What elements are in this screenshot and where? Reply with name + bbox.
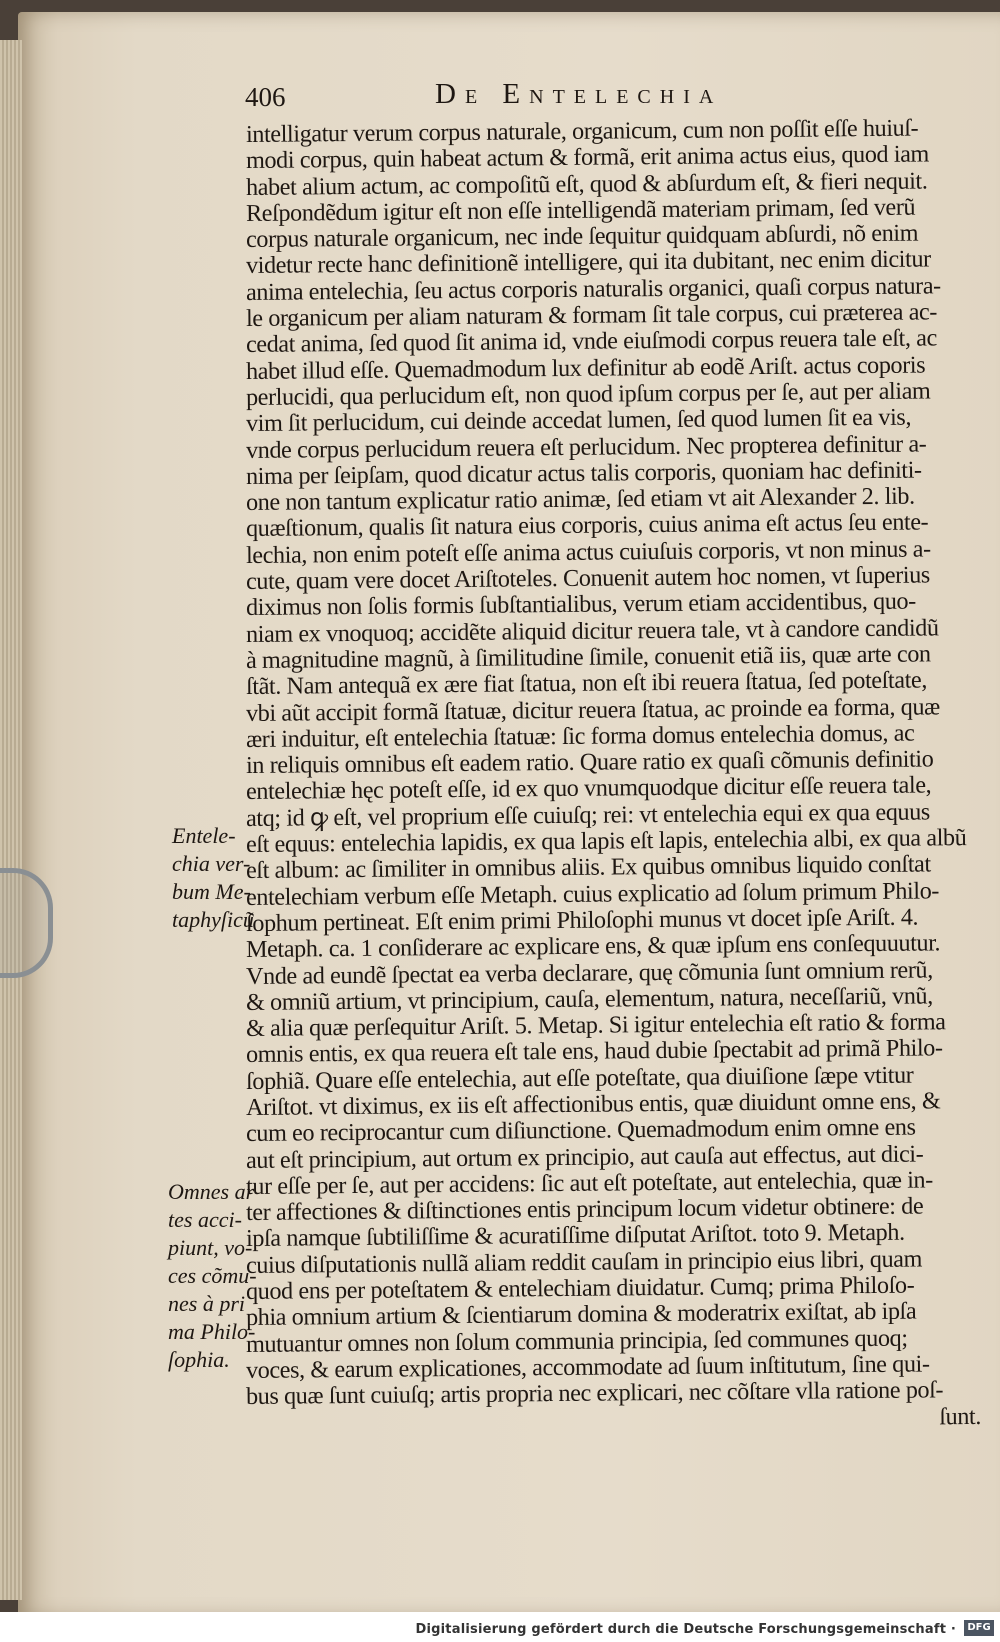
text-line: & alia quæ perſequitur Ariſt. 5. Metap. Si igitur entelechia eſt ratio & forma	[245, 1008, 946, 1043]
text-line: vnde corpus perlucidum reuera eſt perlucidum. Nec propterea definitur a-	[245, 430, 927, 464]
text-line: modi corpus, quin habeat actum & formã, erit anima actus eius, quod iam	[245, 140, 930, 175]
marginal-note-line: nes à pri	[168, 1291, 245, 1316]
text-line: ipſa namque ſubtiliſſime & acuratiſſime diſputat Ariſtot. toto 9. Metaph.	[245, 1219, 905, 1253]
text-line: æri induitur, eſt entelechia ſtatuæ: ſic forma domus entelechia domus, ac	[245, 719, 915, 753]
text-line: ſophum pertineat. Eſt enim primi Philoſophi munus vt docet ipſe Ariſt. 4.	[245, 903, 919, 937]
text-line: cum eo reciprocantur cum diſiunctione. Quemadmodum enim omne ens	[245, 1113, 916, 1148]
text-line: vbi aũt accipit formã ſtatuæ, dicitur reuera ſtatua, ac proinde ea forma, quæ	[245, 692, 940, 727]
text-line: in reliquis omnibus eſt eadem ratio. Quare ratio ex quaſi cõmunis definitio	[245, 745, 934, 780]
text-line: atq; id ꝙ eſt, vel proprium eſſe cuiuſq; rei: vt entelechia equi ex qua equus	[245, 798, 930, 832]
text-line: ſophiã. Quare eſſe entelechia, aut eſſe poteſtate, qua diuiſione ſæpe vtitur	[245, 1061, 914, 1095]
marginal-note	[168, 1178, 257, 1374]
marginal-note-line: taphyſicũ	[172, 907, 254, 932]
text-line: videtur recte hanc definitionẽ intelligere, qui ita dubitant, nec enim dicitur	[245, 245, 931, 280]
text-line: Vnde ad eundẽ ſpectat ea verba declarare, quę cõmunia ſunt omnium rerũ,	[245, 955, 933, 990]
text-line: lechia, non enim poteſt eſſe anima actus cuiuſuis corporis, vt non minus a-	[245, 535, 931, 569]
marginal-note-line: bum Me-	[172, 879, 251, 904]
marginal-note-line: ſophia.	[168, 1347, 230, 1372]
text-line: habet illud eſſe. Quemadmodum lux definitur ab eodẽ Ariſt. actus coporis	[245, 351, 926, 385]
text-line: ter affectiones & diſtinctiones entis principum locum videtur obtinere: de	[245, 1192, 924, 1227]
text-line: cuius diſputationis nullã aliam reddit cauſam in principio eius libri, quam	[245, 1245, 923, 1279]
marginal-note-line: Entele-	[172, 823, 236, 848]
text-line: diximus non ſolis formis ſubſtantialibus, verum etiam accidentibus, quo-	[245, 587, 916, 622]
page-number: 406	[245, 82, 286, 112]
text-line: Reſpondẽdum igitur eſt non eſſe intelligendã materiam primam, ſed verũ	[245, 193, 916, 227]
text-line: ſtãt. Nam antequã ex ære fiat ſtatua, non eſt ibi reuera ſtatua, ſed poteſtate,	[245, 666, 928, 701]
text-line: cedat anima, ſed quod ſit anima id, vnde eiuſmodi corpus reuera tale eſt, ac	[245, 324, 938, 359]
marginal-note-line: ma Philo-	[168, 1319, 256, 1344]
dfg-logo: DFG	[964, 1620, 994, 1636]
text-line: bus quæ ſunt cuiuſq; artis propria nec explicari, nec cõſtare vlla ratione poſ-	[245, 1376, 944, 1411]
text-line: tur eſſe per ſe, aut per accidens: ſic aut eſt poteſtate, aut entelechia, quæ in-	[245, 1166, 933, 1200]
body-text	[245, 114, 982, 1437]
text-line: niam ex vnoquoq; accidẽte aliquid dicitur reuera tale, vt à candore candidũ	[245, 613, 939, 648]
marginal-note-line: piunt, vo-	[168, 1235, 253, 1260]
text-line: corpus naturale organicum, nec inde ſequitur quidquam abſurdi, nõ enim	[245, 219, 919, 254]
text-line: & omniũ artium, vt principium, cauſa, elementum, natura, neceſſariũ, vnũ,	[245, 982, 933, 1016]
marginal-note-line: tes acci-	[168, 1207, 242, 1232]
text-line: phia omnium artium & ſcientiarum domina & moderatrix exiſtat, ab ipſa	[245, 1297, 917, 1332]
page-header	[245, 76, 985, 112]
marginal-note-line: Omnes ar	[168, 1179, 255, 1204]
text-line: vim ſit perlucidum, cui deinde accedat lumen, ſed quod lumen ſit ea vis,	[245, 403, 912, 438]
marginal-note-line: chia ver-	[172, 851, 251, 876]
text-line: entelechiam verbum eſſe Metaph. cuius explicatio ad ſolum primum Philo-	[245, 876, 940, 911]
text-line: ſunt.	[939, 1402, 982, 1430]
text-line: à magnitudine magnũ, à ſimilitudine ſimile, conuenit etiã iis, quæ arte con	[245, 640, 931, 674]
running-title: De Entelechia	[435, 78, 723, 110]
text-line: aut eſt principium, aut ortum ex principio, aut cauſa aut effectus, aut dici-	[245, 1140, 924, 1174]
text-line: perlucidi, qua perlucidum eſt, non quod ipſum corpus per ſe, aut per aliam	[245, 377, 931, 411]
text-line: voces, & earum explicationes, accommodate ad ſuum inſtitutum, ſine qui-	[245, 1350, 930, 1384]
text-line: le organicum per aliam naturam & formam ſit tale corpus, cui præterea ac-	[245, 298, 938, 333]
marginal-note	[172, 822, 254, 934]
text-line: Metaph. ca. 1 conſiderare ac explicare ens, & quæ ipſum ens conſequuutur.	[245, 929, 941, 964]
text-line: quod ens per poteſtatem & entelechiam diuidatur. Cumq; prima Philoſo-	[245, 1271, 915, 1306]
text-line: entelechiæ hęc poteſt eſſe, id ex quo vnumquodque dicitur eſſe reuera tale,	[245, 771, 932, 806]
text-line: quæſtionum, qualis ſit natura eius corporis, cuius anima eſt actus ſeu ente-	[245, 508, 929, 543]
page-clip	[0, 868, 53, 978]
book-page-edges	[0, 40, 22, 1600]
text-line: omnis entis, ex qua reuera eſt tale ens, haud dubie ſpectabit ad primã Philo-	[245, 1034, 943, 1069]
footer-bar	[0, 1612, 1000, 1642]
text-line: habet alium actum, ac compoſitũ eſt, quod & abſurdum eſt, & fieri nequit.	[245, 167, 928, 201]
text-line: anima entelechia, ſeu actus corporis naturalis organici, quaſi corpus natura-	[245, 272, 941, 306]
text-line: intelligatur verum corpus naturale, organicum, cum non poſſit eſſe huiuſ-	[245, 114, 919, 148]
text-line: Ariſtot. vt diximus, ex iis eſt affectionibus entis, quæ diuidunt omne ens, &	[245, 1087, 941, 1121]
text-line: eſt album: ac ſimiliter in omnibus aliis. Ex quibus omnibus liquido conſtat	[245, 850, 931, 885]
funding-note: Digitalisierung gefördert durch die Deutsche Forschungsgemeinschaft ·	[415, 1622, 956, 1637]
text-line: eſt equus: entelechia lapidis, ex qua lapis eſt lapis, entelechia albi, ex qua albũ	[245, 824, 967, 859]
text-line: mutuantur omnes non ſolum communia principia, ſed communes quoq;	[245, 1324, 908, 1358]
text-line: one non tantum explicatur ratio animæ, ſed etiam vt ait Alexander 2. lib.	[245, 482, 915, 517]
marginal-note-line: ces cõmu-	[168, 1263, 257, 1288]
text-line: cute, quam vere docet Ariſtoteles. Conuenit autem hoc nomen, vt ſuperius	[245, 561, 930, 596]
text-line: nima per ſeipſam, quod dicatur actus talis corporis, quoniam hac definiti-	[245, 456, 922, 490]
